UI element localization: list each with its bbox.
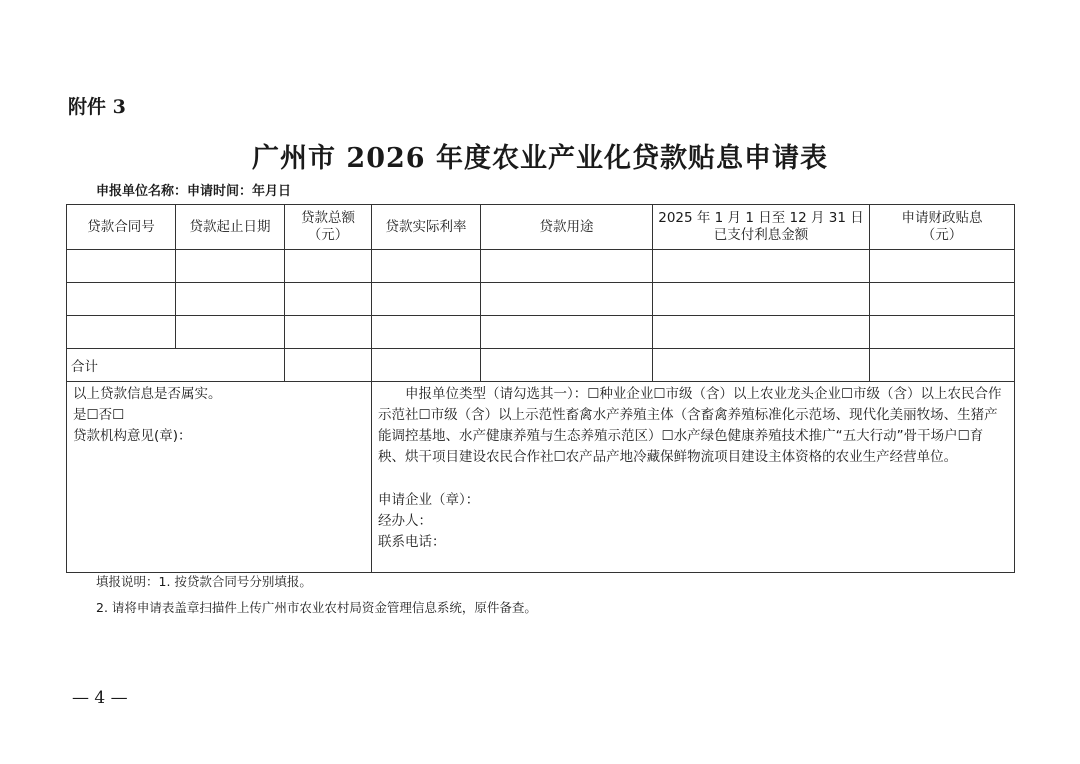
table-cell[interactable]: [176, 250, 285, 283]
total-row: [67, 349, 1015, 382]
header-interest-paid: 2025 年 1 月 1 日至 12 月 31 日 已支付利息金额: [653, 205, 870, 250]
table-cell[interactable]: [481, 283, 653, 316]
table-cell[interactable]: [67, 283, 176, 316]
table-row: [67, 283, 1015, 316]
institution-opinion-label: 贷款机构意见(章)：: [73, 428, 192, 444]
table-cell[interactable]: [285, 250, 372, 283]
header-interest-rate: 贷款实际利率: [372, 205, 481, 250]
table-cell[interactable]: [372, 283, 481, 316]
table-cell[interactable]: [481, 316, 653, 349]
phone-label: 联系电话：: [378, 534, 446, 550]
table-cell[interactable]: [176, 283, 285, 316]
table-cell[interactable]: [372, 250, 481, 283]
applicant-type-text[interactable]: 申报单位类型（请勾选其一）：☐种业企业☐市级（含）以上农业龙头企业☐市级（含）以上农民合作示范社☐市级（含）以上示范性畜禽水产养殖主体（含畜禽养殖标准化示范场、现代化美丽牧场、生猪产能调控基地、水产健康养殖与生态养殖示范区）☐水产绿色健康养殖技术推广“五大行动”骨干场户☐育秧、烘干项目建设农民合作社☐农产品产地冷藏保鲜物流项目建设主体资格的农业生产经营单位。: [378, 386, 1002, 465]
header-subsidy-amount: 申请财政贴息 （元）: [870, 205, 1015, 250]
table-cell[interactable]: [653, 283, 870, 316]
header-loan-purpose: 贷款用途: [481, 205, 653, 250]
fill-note-1: 填报说明：1. 按贷款合同号分别填报。: [96, 574, 312, 589]
verify-question: 以上贷款信息是否属实。: [73, 386, 222, 402]
header-contract-no: 贷款合同号: [67, 205, 176, 250]
info-row: [67, 382, 1015, 573]
subsidy-application-table: [66, 204, 1015, 573]
table-cell[interactable]: [176, 316, 285, 349]
total-label: 合计: [67, 349, 285, 382]
fill-note-2: 2. 请将申请表盖章扫描件上传广州市农业农村局资金管理信息系统，原件备查。: [96, 600, 537, 615]
applicant-seal-label: 申请企业（章）：: [378, 492, 480, 508]
yes-no-checkboxes[interactable]: 是☐否☐: [73, 407, 125, 423]
table-header-row: [67, 205, 1015, 250]
table-cell[interactable]: [372, 316, 481, 349]
table-cell[interactable]: [870, 316, 1015, 349]
table-cell[interactable]: [870, 283, 1015, 316]
applicant-type-cell: [372, 382, 1015, 573]
table-cell[interactable]: [67, 316, 176, 349]
table-cell[interactable]: [870, 349, 1015, 382]
attachment-label: 附件 3: [68, 96, 126, 118]
table-cell[interactable]: [285, 283, 372, 316]
table-cell[interactable]: [67, 250, 176, 283]
form-subheader: 申报单位名称：申请时间：年月日: [96, 184, 292, 199]
handler-label: 经办人：: [378, 513, 432, 529]
table-row: [67, 250, 1015, 283]
table-cell[interactable]: [870, 250, 1015, 283]
loan-institution-cell: [67, 382, 372, 573]
table-cell[interactable]: [372, 349, 481, 382]
table-cell[interactable]: [285, 316, 372, 349]
table-cell[interactable]: [481, 349, 653, 382]
header-loan-total: 贷款总额 （元）: [285, 205, 372, 250]
table-cell[interactable]: [481, 250, 653, 283]
table-cell[interactable]: [653, 349, 870, 382]
page-number: — 4 —: [72, 688, 128, 708]
table-row: [67, 316, 1015, 349]
form-title: 广州市 2026 年度农业产业化贷款贴息申请表: [252, 143, 828, 174]
table-cell[interactable]: [285, 349, 372, 382]
header-loan-period: 贷款起止日期: [176, 205, 285, 250]
table-cell[interactable]: [653, 250, 870, 283]
table-cell[interactable]: [653, 316, 870, 349]
